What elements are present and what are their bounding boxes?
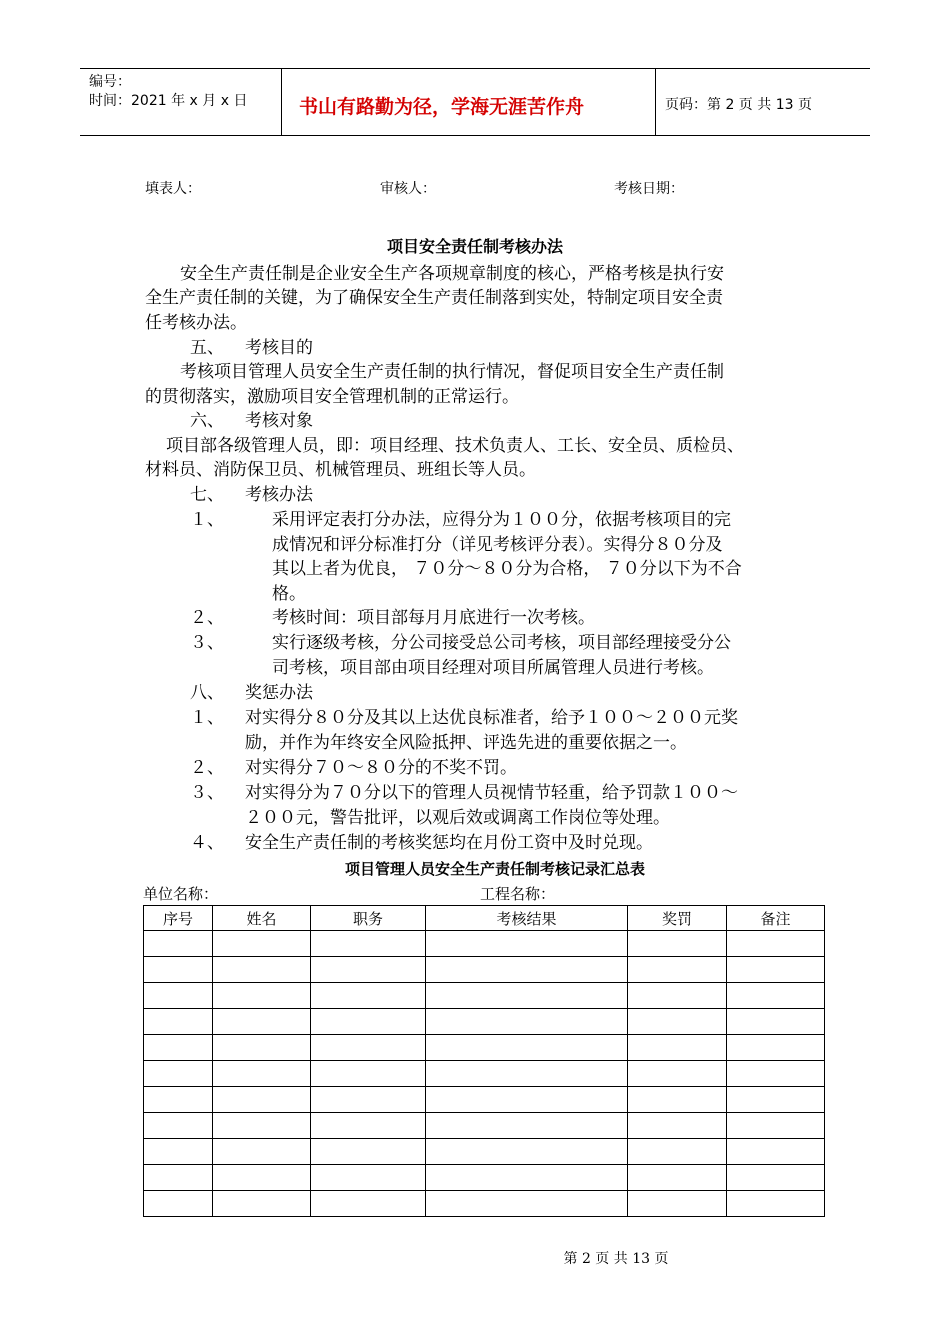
table-cell xyxy=(144,1113,213,1139)
col-header-reward: 奖罚 xyxy=(628,906,727,931)
table-cell xyxy=(426,1009,628,1035)
record-table xyxy=(143,905,825,1217)
table-cell xyxy=(311,1113,426,1139)
section-heading: 考核对象 xyxy=(245,411,313,431)
table-row xyxy=(144,1035,825,1061)
section-heading: 考核办法 xyxy=(245,485,313,505)
table-title: 项目管理人员安全生产责任制考核记录汇总表 xyxy=(344,860,645,878)
table-cell xyxy=(213,931,311,957)
table-cell xyxy=(628,1165,727,1191)
intro-line: 任考核办法。 xyxy=(145,313,247,333)
item-number: ４、 xyxy=(190,833,224,853)
item-line: 实行逐级考核，分公司接受总公司考核，项目部经理接受分公 xyxy=(272,633,731,653)
table-cell xyxy=(727,1165,825,1191)
item-line: 成情况和评分标准打分（详见考核评分表）。实得分８０分及 xyxy=(272,535,723,555)
table-cell xyxy=(213,1165,311,1191)
table-row xyxy=(144,1191,825,1217)
item-number: １、 xyxy=(190,510,224,530)
table-cell xyxy=(628,931,727,957)
col-header-name: 姓名 xyxy=(213,906,311,931)
table-cell xyxy=(727,983,825,1009)
item-number: ２、 xyxy=(190,608,224,628)
table-cell xyxy=(628,1113,727,1139)
item-line: 安全生产责任制的考核奖惩均在月份工资中及时兑现。 xyxy=(245,833,653,853)
item-number: ３、 xyxy=(190,633,224,653)
table-row xyxy=(144,983,825,1009)
table-cell xyxy=(311,1191,426,1217)
table-cell xyxy=(213,1139,311,1165)
table-cell xyxy=(311,931,426,957)
item-line: 对实得分为７０分以下的管理人员视情节轻重，给予罚款１００～ xyxy=(245,783,738,803)
item-line: 考核时间：项目部每月月底进行一次考核。 xyxy=(272,608,595,628)
table-cell xyxy=(628,1035,727,1061)
item-line: 司考核，项目部由项目经理对项目所属管理人员进行考核。 xyxy=(272,658,714,678)
table-cell xyxy=(213,1035,311,1061)
table-cell xyxy=(426,1139,628,1165)
item-line: 格。 xyxy=(272,584,306,604)
table-cell xyxy=(426,957,628,983)
section-number: 六、 xyxy=(190,411,224,431)
body-line: 项目部各级管理人员，即：项目经理、技术负责人、工长、安全员、质检员、 xyxy=(166,436,744,456)
section-number: 八、 xyxy=(190,683,224,703)
item-number: ２、 xyxy=(190,758,224,778)
table-cell xyxy=(426,1087,628,1113)
col-header-result: 考核结果 xyxy=(426,906,628,931)
section-number: 五、 xyxy=(190,338,224,358)
table-cell xyxy=(144,1165,213,1191)
table-cell xyxy=(426,1113,628,1139)
table-cell xyxy=(144,1035,213,1061)
header-motto: 书山有路勤为径，学海无涯苦作舟 xyxy=(299,96,585,118)
table-cell xyxy=(628,983,727,1009)
table-cell xyxy=(628,1191,727,1217)
doc-title: 项目安全责任制考核办法 xyxy=(386,237,563,256)
item-line: 其以上者为优良， ７０分～８０分为合格， ７０分以下为不合 xyxy=(272,559,742,579)
doc-time-label: 时间：2021 年 x 月 x 日 xyxy=(89,93,248,109)
table-cell xyxy=(213,1061,311,1087)
table-cell xyxy=(426,931,628,957)
unit-name-label: 单位名称： xyxy=(143,885,219,903)
table-cell xyxy=(727,1035,825,1061)
table-cell xyxy=(144,1087,213,1113)
table-cell xyxy=(727,1191,825,1217)
reviewer-label: 审核人： xyxy=(380,181,436,197)
table-cell xyxy=(727,1061,825,1087)
section-heading: 奖惩办法 xyxy=(245,683,313,703)
item-number: １、 xyxy=(190,708,224,728)
table-cell xyxy=(144,957,213,983)
item-line: 对实得分８０分及其以上达优良标准者，给予１００～２００元奖 xyxy=(245,708,738,728)
table-cell xyxy=(311,1165,426,1191)
table-cell xyxy=(144,931,213,957)
table-cell xyxy=(426,1061,628,1087)
table-cell xyxy=(213,1087,311,1113)
table-cell xyxy=(144,1191,213,1217)
table-cell xyxy=(727,931,825,957)
table-cell xyxy=(727,1009,825,1035)
table-row xyxy=(144,1009,825,1035)
table-cell xyxy=(213,983,311,1009)
table-cell xyxy=(311,1035,426,1061)
table-cell xyxy=(311,1009,426,1035)
section-heading: 考核目的 xyxy=(245,338,313,358)
table-cell xyxy=(311,1087,426,1113)
table-cell xyxy=(144,1139,213,1165)
table-cell xyxy=(628,957,727,983)
item-line: 对实得分７０～８０分的不奖不罚。 xyxy=(245,758,517,778)
table-cell xyxy=(727,957,825,983)
table-body xyxy=(144,931,825,1217)
table-cell xyxy=(727,1087,825,1113)
table-header-row xyxy=(144,906,825,931)
table-row xyxy=(144,1113,825,1139)
table-cell xyxy=(311,957,426,983)
table-cell xyxy=(426,1191,628,1217)
table-row xyxy=(144,1087,825,1113)
col-header-position: 职务 xyxy=(311,906,426,931)
table-cell xyxy=(628,1009,727,1035)
table-cell xyxy=(426,1165,628,1191)
doc-number-label: 编号： xyxy=(89,74,131,90)
table-cell xyxy=(213,1113,311,1139)
header-bottom-rule xyxy=(80,135,870,136)
table-cell xyxy=(628,1087,727,1113)
review-date-label: 考核日期： xyxy=(614,181,684,197)
table-cell xyxy=(144,983,213,1009)
section-number: 七、 xyxy=(190,485,224,505)
table-cell xyxy=(727,1139,825,1165)
body-line: 的贯彻落实，激励项目安全管理机制的正常运行。 xyxy=(145,387,519,407)
header-page-info: 页码：第 2 页 共 13 页 xyxy=(665,97,812,113)
table-cell xyxy=(144,1009,213,1035)
table-cell xyxy=(311,1061,426,1087)
header-top-rule xyxy=(80,68,870,69)
table-cell xyxy=(426,1035,628,1061)
table-row xyxy=(144,1061,825,1087)
table-cell xyxy=(311,983,426,1009)
table-row xyxy=(144,931,825,957)
header-divider xyxy=(655,68,656,136)
intro-line: 全生产责任制的关键，为了确保安全生产责任制落到实处，特制定项目安全责 xyxy=(145,288,723,308)
table-cell xyxy=(213,957,311,983)
table-row xyxy=(144,957,825,983)
body-line: 材料员、消防保卫员、机械管理员、班组长等人员。 xyxy=(145,460,536,480)
intro-line: 安全生产责任制是企业安全生产各项规章制度的核心，严格考核是执行安 xyxy=(180,264,724,284)
table-cell xyxy=(727,1113,825,1139)
project-name-label: 工程名称： xyxy=(480,885,556,903)
table-cell xyxy=(628,1139,727,1165)
table-cell xyxy=(213,1191,311,1217)
item-line: 采用评定表打分办法，应得分为１００分，依据考核项目的完 xyxy=(272,510,731,530)
header-divider xyxy=(281,68,282,136)
table-cell xyxy=(628,1061,727,1087)
table-cell xyxy=(144,1061,213,1087)
table-row xyxy=(144,1139,825,1165)
item-line: ２００元，警告批评，以观后效或调离工作岗位等处理。 xyxy=(245,808,670,828)
col-header-remark: 备注 xyxy=(727,906,825,931)
page-footer: 第 2 页 共 13 页 xyxy=(563,1251,669,1267)
body-line: 考核项目管理人员安全生产责任制的执行情况，督促项目安全生产责任制 xyxy=(180,362,724,382)
table-cell xyxy=(426,983,628,1009)
filler-label: 填表人： xyxy=(145,181,201,197)
table-row xyxy=(144,1165,825,1191)
table-cell xyxy=(311,1139,426,1165)
table-cell xyxy=(213,1009,311,1035)
item-number: ３、 xyxy=(190,783,224,803)
col-header-index: 序号 xyxy=(144,906,213,931)
item-line: 励，并作为年终安全风险抵押、评选先进的重要依据之一。 xyxy=(245,733,687,753)
